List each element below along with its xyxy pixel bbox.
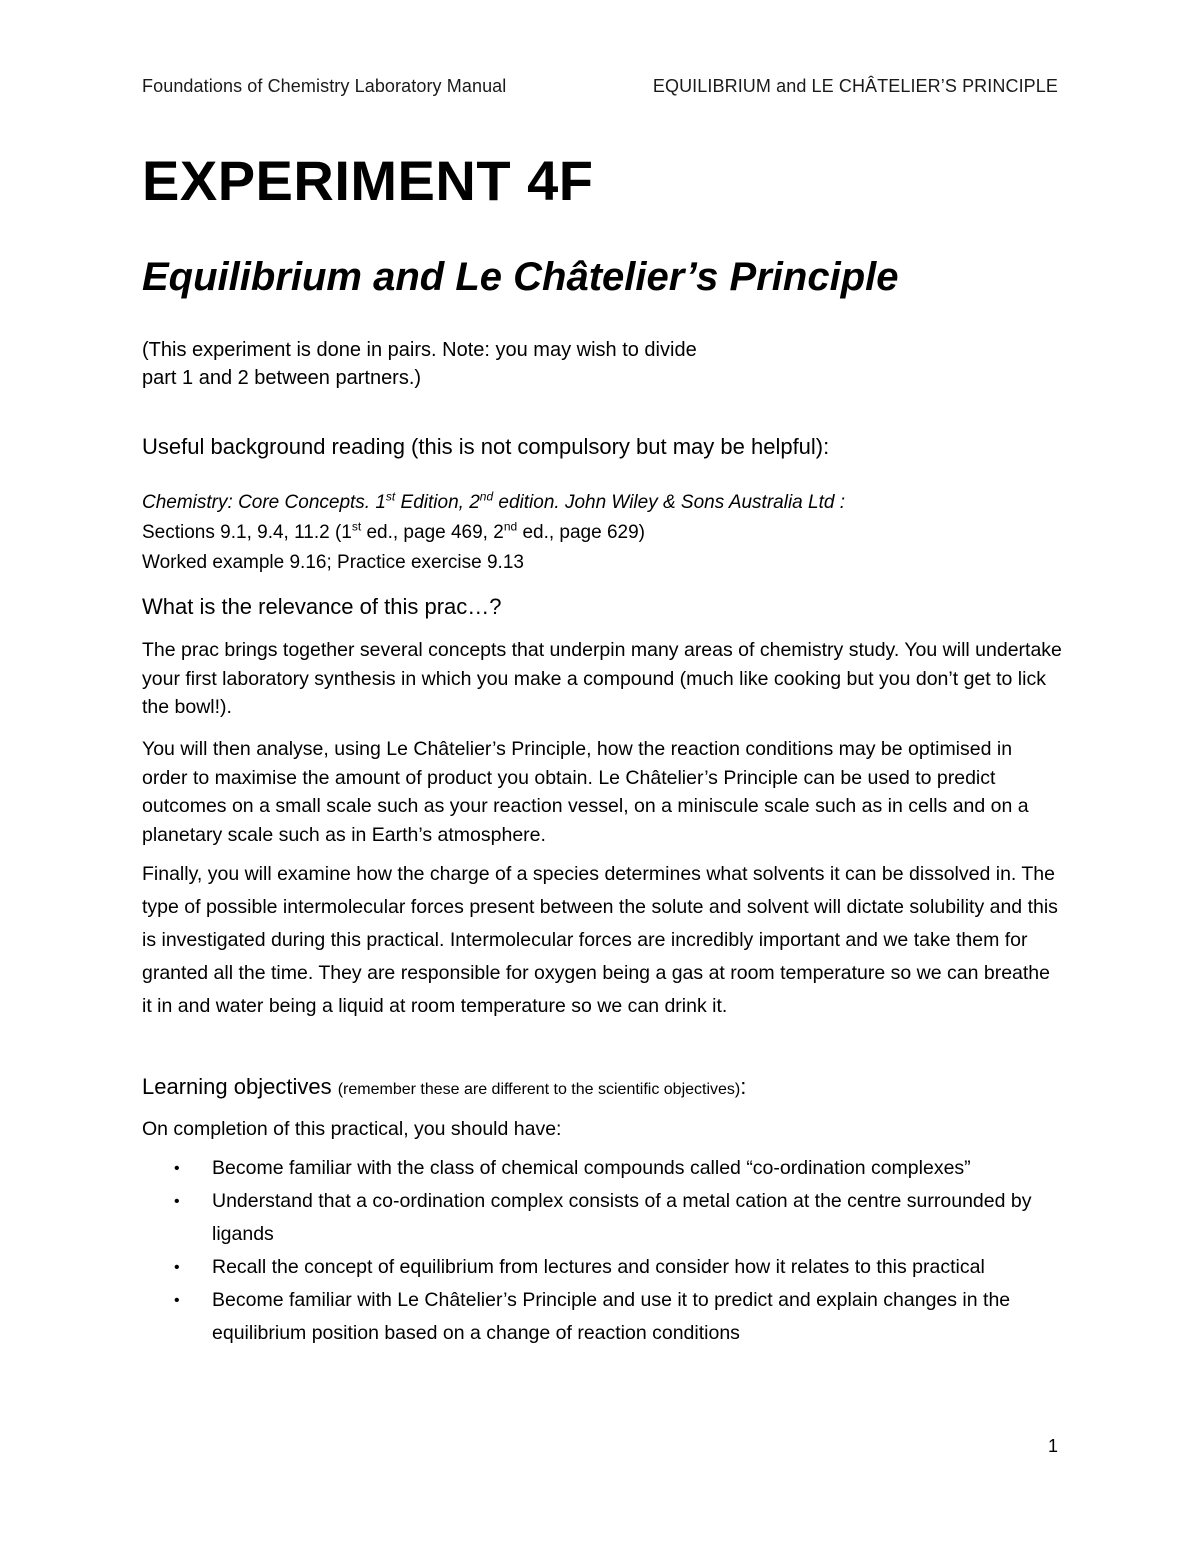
- experiment-title: EXPERIMENT 4F: [142, 149, 594, 212]
- objective-text: Recall the concept of equilibrium from lectures and consider how it relates to this practical: [212, 1256, 985, 1278]
- list-item: [142, 1284, 1072, 1350]
- relevance-heading: What is the relevance of this prac…?: [142, 594, 502, 619]
- reading-sections: [142, 518, 845, 548]
- reading-book-sup-1: st: [385, 489, 396, 504]
- bullet-icon: •: [174, 1160, 180, 1177]
- pairs-note-line-1: (This experiment is done in pairs. Note: you may wish to divide: [142, 339, 697, 361]
- objectives-intro: On completion of this practical, you should have:: [142, 1118, 562, 1140]
- objectives-heading-colon: :: [740, 1074, 747, 1099]
- running-header-left: Foundations of Chemistry Laboratory Manual: [142, 76, 507, 96]
- reading-sections-part-a: Sections 9.1, 9.4, 11.2 (1: [142, 522, 352, 543]
- relevance-paragraph-2: You will then analyse, using Le Châtelier’s Principle, how the reaction conditions may be optimised in order to maximise the amount of product you obtain. Le Châtelier’s Principle can be used to predict outcomes on a small scale such as your reaction vessel, on a miniscule scale such as in cells and on a planetary scale such as in Earth’s atmosphere.: [142, 738, 1029, 846]
- objective-text: Become familiar with Le Châtelier’s Principle and use it to predict and explain changes in the equilibrium position based on a change of reaction conditions: [212, 1289, 1011, 1344]
- reading-sections-sup-2: nd: [503, 519, 518, 534]
- bullet-icon: •: [174, 1259, 180, 1276]
- reading-sections-sup-1: st: [351, 519, 362, 534]
- list-item: [142, 1251, 1072, 1284]
- reading-worked-example: Worked example 9.16; Practice exercise 9.13: [142, 552, 524, 573]
- pairs-note-line-2: part 1 and 2 between partners.): [142, 367, 422, 389]
- page-number: 1: [1047, 1436, 1058, 1456]
- reading-book-part-b: Edition, 2: [395, 492, 480, 513]
- list-item: [142, 1152, 1072, 1185]
- experiment-subtitle: Equilibrium and Le Châtelier’s Principle: [142, 255, 899, 299]
- list-item: [142, 1185, 1072, 1251]
- background-reading-list: [142, 488, 845, 578]
- background-reading-heading: Useful background reading (this is not compulsory but may be helpful):: [142, 434, 830, 459]
- relevance-paragraph-1: The prac brings together several concepts that underpin many areas of chemistry study. You will undertake your first laboratory synthesis in which you make a compound (much like cooking but you don’t get to lick the bowl!).: [142, 639, 1062, 718]
- reading-book: [142, 488, 845, 518]
- bullet-icon: •: [174, 1292, 180, 1309]
- objective-text: Understand that a co-ordination complex consists of a metal cation at the centre surrounded by ligands: [212, 1190, 1032, 1245]
- reading-book-part-c: edition. John Wiley & Sons Australia Ltd :: [493, 492, 845, 513]
- reading-sections-part-c: ed., page 629): [517, 522, 645, 543]
- objectives-heading-note: (remember these are different to the scientific objectives): [337, 1081, 741, 1098]
- running-header-right: EQUILIBRIUM and LE CHÂTELIER’S PRINCIPLE: [652, 76, 1058, 96]
- relevance-paragraph-3: Finally, you will examine how the charge of a species determines what solvents it can be dissolved in. The type of possible intermolecular forces present between the solute and solvent will dictate solubility and this is investigated during this practical. Intermolecular forces are incredibly important and we take them for granted all the time. They are responsible for oxygen being a gas at room temperature so we can breathe it in and water being a liquid at room temperature so we can drink it.: [142, 863, 1058, 1017]
- bullet-icon: •: [174, 1193, 180, 1210]
- learning-objectives-heading: [142, 1074, 746, 1100]
- objective-text: Become familiar with the class of chemical compounds called “co-ordination complexes”: [212, 1157, 971, 1179]
- reading-book-part-a: Chemistry: Core Concepts. 1: [142, 492, 386, 513]
- pairs-note: [142, 336, 697, 392]
- reading-sections-part-b: ed., page 469, 2: [361, 522, 504, 543]
- objectives-heading-text: Learning objectives: [142, 1074, 332, 1099]
- objectives-list: [142, 1152, 1072, 1350]
- reading-book-sup-2: nd: [479, 489, 494, 504]
